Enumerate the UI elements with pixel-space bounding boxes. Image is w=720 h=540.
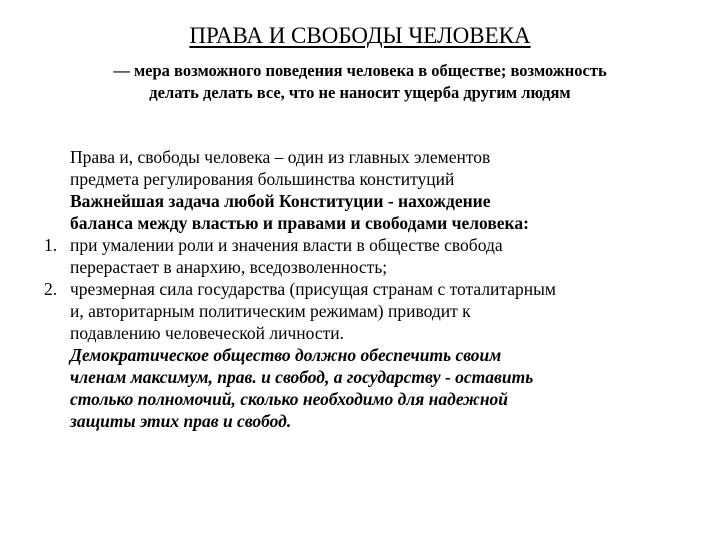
list-number: 1. (44, 235, 58, 255)
subtitle-line: — мера возможного поведения человека в обществе; возможность (113, 61, 607, 80)
list-line: подавлению человеческой личности. (70, 323, 345, 343)
paragraph-line: членам максимум, прав. и свобод, а государству - оставить (70, 367, 534, 387)
paragraph-line: баланса между властью и правами и свободами человека: (70, 213, 529, 233)
list-item (44, 278, 694, 344)
list-line: чрезмерная сила государства (присущая странам с тоталитарным (70, 279, 557, 299)
list-line: и, авторитарным политическим режимам) приводит к (70, 301, 471, 321)
definition-subtitle (40, 60, 680, 104)
slide-title: ПРАВА И СВОБОДЫ ЧЕЛОВЕКА (189, 23, 531, 48)
list-item (44, 234, 694, 278)
paragraph-constitution-task (44, 190, 694, 234)
paragraph-line: защиты этих прав и свобод. (70, 411, 292, 431)
subtitle-line: делать делать все, что не наносит ущерба другим людям (149, 83, 571, 102)
paragraph-line: столько полномочий, сколько необходимо для надежной (70, 389, 509, 409)
list-line: при умалении роли и значения власти в обществе свобода (70, 235, 503, 255)
paragraph-line: Важнейшая задача любой Конституции - нахождение (70, 191, 491, 211)
paragraph-conclusion (44, 344, 694, 432)
body-text (44, 146, 694, 432)
paragraph-rights-definition (44, 146, 694, 190)
paragraph-line: Демократическое общество должно обеспечить своим (70, 345, 502, 365)
paragraph-line: Права и, свободы человека – один из главных элементов (70, 147, 491, 167)
paragraph-line: предмета регулирования большинства конституций (70, 169, 455, 189)
list-number: 2. (44, 279, 58, 299)
list-line: перерастает в анархию, вседозволенность; (70, 257, 388, 277)
